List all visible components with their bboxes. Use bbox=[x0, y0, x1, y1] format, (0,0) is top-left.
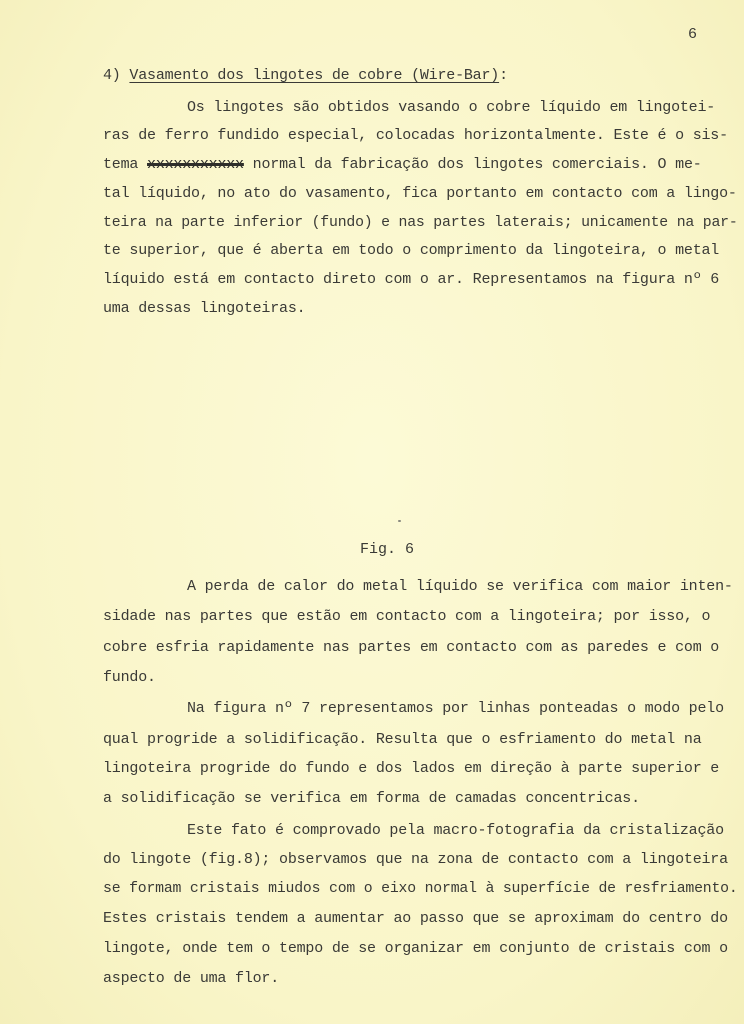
paragraph-1-line-1: Os lingotes são obtidos vasando o cobre líquido em lingotei- bbox=[187, 99, 716, 116]
paragraph-3-line-4: a solidificação se verifica em forma de camadas concentricas. bbox=[103, 790, 640, 807]
paragraph-4-line-5: lingote, onde tem o tempo de se organizar em conjunto de cristais com o bbox=[103, 940, 728, 957]
paper-speck bbox=[398, 520, 401, 522]
paragraph-1-line-7: líquido está em contacto direto com o ar. Representamos na figura nº 6 bbox=[103, 271, 720, 288]
paragraph-3-line-3: lingoteira progride do fundo e dos lados em direção à parte superior e bbox=[103, 760, 720, 777]
paragraph-2-line-2: sidade nas partes que estão em contacto com a lingoteira; por isso, o bbox=[103, 608, 711, 625]
paragraph-1-line-8: uma dessas lingoteiras. bbox=[103, 300, 306, 317]
paragraph-1-line-3 bbox=[103, 156, 702, 173]
paragraph-4-line-2: do lingote (fig.8); observamos que na zona de contacto com a lingoteira bbox=[103, 851, 728, 868]
typed-over-deletion: xxxxxxxxxxx bbox=[147, 156, 244, 173]
paragraph-1-line-2: ras de ferro fundido especial, colocadas horizontalmente. Este é o sis- bbox=[103, 127, 728, 144]
figure-caption: Fig. 6 bbox=[360, 541, 415, 558]
paragraph-1-line-3-start: tema bbox=[103, 156, 139, 173]
paragraph-1-line-4: tal líquido, no ato do vasamento, fica portanto em contacto com a lingo- bbox=[103, 185, 737, 202]
section-colon: : bbox=[499, 67, 508, 84]
paragraph-4-line-3: se formam cristais miudos com o eixo normal à superfície de resfriamento. bbox=[103, 880, 738, 897]
paragraph-1-line-3-end: normal da fabricação dos lingotes comerciais. O me- bbox=[252, 156, 702, 173]
page-number: 6 bbox=[688, 26, 698, 43]
paragraph-1-line-5: teira na parte inferior (fundo) e nas partes laterais; unicamente na par- bbox=[103, 214, 738, 231]
paragraph-2-line-3: cobre esfria rapidamente nas partes em contacto com as paredes e com o bbox=[103, 639, 720, 656]
section-number: 4) bbox=[103, 67, 121, 84]
paragraph-4-line-1: Este fato é comprovado pela macro-fotografia da cristalização bbox=[187, 822, 724, 839]
section-title: Vasamento dos lingotes de cobre (Wire-Bar) bbox=[129, 67, 500, 84]
paragraph-1-line-6: te superior, que é aberta em todo o comprimento da lingoteira, o metal bbox=[103, 242, 720, 259]
paragraph-3-line-1: Na figura nº 7 representamos por linhas ponteadas o modo pelo bbox=[187, 700, 724, 717]
paragraph-3-line-2: qual progride a solidificação. Resulta que o esfriamento do metal na bbox=[103, 731, 702, 748]
paragraph-4-line-6: aspecto de uma flor. bbox=[103, 970, 280, 987]
paragraph-2-line-1: A perda de calor do metal líquido se verifica com maior inten- bbox=[187, 578, 733, 595]
paragraph-4-line-4: Estes cristais tendem a aumentar ao passo que se aproximam do centro do bbox=[103, 910, 728, 927]
section-heading bbox=[103, 67, 508, 84]
paragraph-2-line-4: fundo. bbox=[103, 669, 156, 686]
